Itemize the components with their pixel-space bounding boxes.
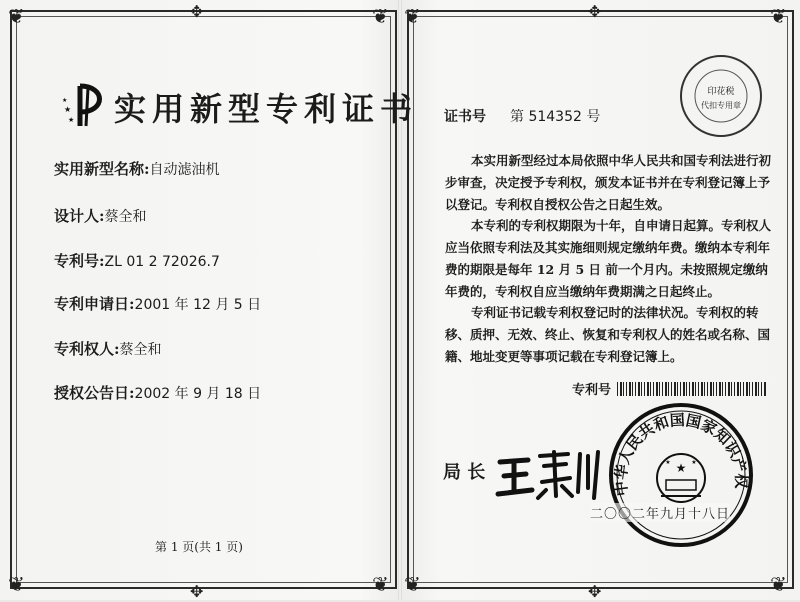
svg-text:★: ★	[64, 105, 72, 114]
svg-text:代扣专用章: 代扣专用章	[701, 101, 741, 110]
designer-label: 设计人:	[54, 207, 105, 225]
patentee-row	[54, 338, 162, 359]
page-number: 第 1 页(共 1 页)	[155, 540, 243, 554]
patent-office-logo-icon	[62, 82, 112, 130]
corner-ornament-icon: ❦	[372, 572, 389, 596]
svg-text:★: ★	[665, 459, 671, 466]
grant-date-row	[54, 382, 261, 403]
tax-stamp	[677, 52, 765, 140]
grant-date-value: 2002 年 9 月 18 日	[134, 386, 262, 402]
utility-name-row	[54, 158, 220, 179]
certificate-number-label: 证书号	[444, 109, 486, 125]
svg-text:★: ★	[62, 97, 68, 104]
corner-ornament-icon: ❦	[404, 572, 421, 596]
svg-text:印花税: 印花税	[707, 87, 735, 97]
application-date-value: 2001 年 12 月 5 日	[134, 297, 262, 313]
utility-name-value: 自动滤油机	[149, 162, 220, 178]
corner-ornament-icon: ❦	[8, 4, 25, 28]
svg-text:★: ★	[68, 116, 75, 124]
director-signature	[494, 442, 604, 502]
svg-text:★: ★	[675, 461, 687, 475]
bottom-ornament-icon: ✥	[588, 582, 602, 601]
corner-ornament-icon: ❦	[770, 4, 787, 28]
svg-text:★: ★	[691, 459, 697, 466]
top-ornament-icon: ✥	[190, 2, 204, 21]
application-date-label: 专利申请日:	[54, 295, 135, 313]
patent-barcode-label: 专利号	[572, 383, 612, 398]
patentee-value: 蔡全和	[119, 342, 162, 358]
designer-row	[54, 205, 147, 226]
svg-text:中华人民共和国国家知识产权局: 中华人民共和国国家知识产权	[611, 410, 751, 498]
certificate-number-value: 第 514352 号	[510, 109, 601, 125]
top-ornament-icon: ✥	[588, 2, 602, 21]
paragraph-legal-status: 专利证书记载专利权登记时的法律状况。专利权的转移、质押、无效、终止、恢复和专利权人的姓名或名称、国籍、地址变更等事项记载在专利登记簿上。	[445, 305, 771, 364]
bottom-ornament-icon: ✥	[190, 582, 204, 601]
corner-ornament-icon: ❦	[770, 572, 787, 596]
patent-barcode-row	[572, 379, 767, 398]
grant-date-label: 授权公告日:	[54, 384, 135, 402]
barcode-icon	[617, 382, 767, 396]
application-date-row	[54, 293, 261, 314]
patent-number-label: 专利号:	[54, 252, 105, 270]
certificate-number-row	[444, 106, 600, 126]
corner-ornament-icon: ❦	[8, 572, 25, 596]
seal-date: 二〇〇二年九月十八日	[590, 503, 730, 522]
official-seal	[606, 400, 756, 550]
certificate-title: 实用新型专利证书	[114, 90, 419, 128]
director-label: 局 长	[443, 462, 486, 483]
corner-ornament-icon: ❦	[404, 4, 421, 28]
paragraph-term: 本专利的专利权期限为十年，自申请日起算。专利权人应当依照专利法及其实施细则规定缴纳年费。缴纳本专利年费的期限是每年 12 月 5 日 前一个月内。未按照规定缴纳年费的，专利权自应当缴纳年费期满之日起终止。	[445, 218, 772, 299]
utility-name-label: 实用新型名称:	[54, 160, 150, 178]
patent-number-row	[54, 250, 220, 271]
corner-ornament-icon: ❦	[372, 4, 389, 28]
paragraph-grant: 本实用新型经过本局依照中华人民共和国专利法进行初步审查，决定授予专利权，颁发本证书并在专利登记簿上予以登记。专利权自授权公告之日起生效。	[445, 153, 772, 212]
designer-value: 蔡全和	[104, 209, 147, 225]
patentee-label: 专利权人:	[54, 340, 120, 358]
patent-number-value: ZL 01 2 72026.7	[104, 254, 220, 270]
